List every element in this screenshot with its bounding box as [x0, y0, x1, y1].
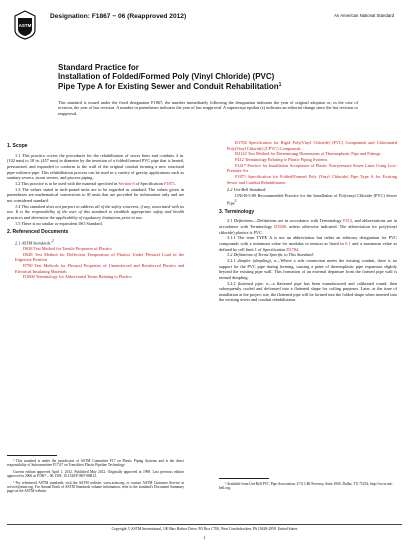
paragraph-1-4: 1.4 This standard does not purport to address all of the safety concerns, if any, associated with its use. It is the responsibility of the user of this standard to establish appropriate safety and health practices and determine the applicability of regulatory limitations prior to use.: [7, 203, 184, 220]
page-number: 1: [203, 535, 206, 540]
document-title: [58, 64, 358, 92]
reference-code-link[interactable]: D790: [23, 262, 33, 268]
bottom-rule: [7, 524, 402, 525]
subsection-unibell: 2.2 Uni-Bell Standard:: [227, 187, 267, 193]
right-column: [219, 140, 397, 303]
paragraph-1-1: 1.1 This practice covers the procedures for the rehabilitation of sewer lines and conduits 4 in. (102 mm) to 18 in. (457 mm) in diameter by the insertion of a folded/formed PVC pipe that is heated, pressurized, and expanded to conform to the wall of the original conduit forming a new structural pipe-within-a-pipe. This rehabilitation process can be used in a variety of gravity applications such as sanitary sewers, storm sewers, and process piping.: [7, 152, 184, 181]
svg-text:ASTM: ASTM: [18, 23, 32, 28]
link-f412[interactable]: F412: [343, 218, 353, 224]
reference-title: Test Method for Deflection Temperature of Plastics Under Flexural Load in the Edgewise Position: [15, 251, 184, 263]
issuance-notice: This standard is issued under the fixed designation F1867; the number immediately following the designation indicates the year of original adoption or, in the case of revision, the year of last revision. A number in parentheses indicates the year of last reapproval. A superscript epsilon (ε) indicates an editorial change since the last revision or reapproval.: [58, 100, 358, 116]
reference-code-link[interactable]: D1600: [23, 274, 35, 280]
copyright-line: Copyright © ASTM International, 100 Barr Harbor Drive, PO Box C700, West Conshohocken, PA 19428-2959. United States: [111, 527, 298, 531]
reference-item: [7, 252, 184, 263]
reference-item: [7, 263, 184, 274]
reference-code-link[interactable]: F412: [235, 156, 244, 162]
unibell-reference: UNI-B-5-89 Recommended Practice for the Installation of Polyvinyl Chloride (PVC) Sewer Pipe$^3$: [227, 192, 397, 205]
section-heading-terminology: 3. Terminology: [219, 208, 255, 215]
reference-item: [7, 274, 184, 280]
reference-item: [219, 163, 397, 174]
reference-item: [219, 140, 397, 151]
section-heading-referenced: 2. Referenced Documents: [7, 229, 69, 236]
paragraph-3-1: 3.1 Definitions—Definitions are in accordance with Terminology F412, and abbreviations are in accordance with Terminology D1600, unless otherwise indicated. The abbreviation for poly(vinyl chloride) plastics is PVC.: [219, 218, 397, 235]
paragraph-1-5: 1.5 There is no similar or equivalent ISO Standard.: [15, 220, 103, 226]
paragraph-1-3: 1.3 The values stated in inch-pound units are to be regarded as standard. The values given in parentheses are mathematical conversions to SI units that are provided for information only and are not considered standard.: [7, 186, 184, 203]
footnote-3: ³ Available from Uni-Bell PVC Pipe Association, 2711 LBJ Freeway, Suite 1000, Dallas, TX 75234, http://www.uni-bell.org.: [219, 482, 393, 491]
subsection-astm-standards: 2.1 ASTM Standards:$^2$: [15, 238, 54, 246]
paragraph-1-2: 1.2 This practice is to be used with the material specified in Section 6 of Specification F1871.: [15, 180, 177, 186]
astm-logo-icon: [14, 10, 36, 40]
footnote-rule: [7, 455, 57, 456]
paragraph-3-2-2: 3.2.2 flattened pipe, n—a flattened pipe has been manufactured and calibrated round, then subsequently cooled and deformed into a flattened shape for coiling purposes. Later, at the time of installation at the project site, the flattened pipe will be formed into the folded shape when inserted into the existing sewer and conduit rehabilitation.: [219, 280, 397, 303]
footnotes-left: [7, 455, 184, 496]
reference-item: [219, 174, 397, 185]
astm-reference-list-continued: [219, 140, 397, 185]
link-section-6[interactable]: Section 6: [118, 180, 135, 186]
reference-title: Practice for Installation Acceptance of Plastic Non-pressure Sewer Lines Using Low-Pressure Air: [227, 162, 397, 174]
reference-code-link[interactable]: D2122: [235, 151, 247, 157]
reference-title: Terminology Relating to Plastic Piping Systems: [243, 156, 328, 162]
reference-title: Specification for Folded/Formed Poly (Vinyl Chloride) Pipe Type A for Existing Sewer and Conduit Rehabilitation: [227, 173, 397, 185]
reference-title: Test Method for Determining Dimensions of Thermoplastic Pipe and Fittings: [246, 151, 381, 157]
link-d1600[interactable]: D1600: [274, 223, 286, 229]
link-d1784[interactable]: D1784: [286, 246, 299, 252]
reference-code-link[interactable]: F1871: [235, 173, 246, 179]
left-column: [7, 140, 184, 280]
reference-title: Test Method for Tensile Properties of Plastics: [32, 245, 112, 251]
american-national-standard: An American National Standard: [334, 13, 394, 18]
reference-title: Terminology for Abbreviated Terms Relating to Plastics: [34, 274, 132, 280]
reference-code-link[interactable]: D648: [23, 251, 33, 257]
astm-reference-list: [7, 246, 184, 280]
paragraph-3-2-1: 3.2.1 dimpler (dimpling), n—Where a side connection meets the existing conduit, there is no support for the PVC pipe during forming, causing a point of thermoplastic pipe expansion slightly beyond the existing pipe wall. This formation of an external departure from the formed pipe wall is termed dimpling.: [219, 257, 398, 280]
footnote-rule: [219, 478, 269, 479]
link-6-1[interactable]: 6.1: [345, 240, 351, 246]
footnote-1: ¹ This standard is under the jurisdiction of ASTM Committee F17 on Plastic Piping Systems and is the direct responsibility of Subcommittee F17.67 on Trenchless Plastic Pipeline Technology.: [7, 459, 184, 468]
footnote-2: ² For referenced ASTM standards, visit the ASTM website, www.astm.org, or contact ASTM Customer Service at service@astm.org. For Annual Book of ASTM Standards volume information, refer to the standard's Document Summary page on the ASTM website.: [7, 480, 184, 494]
paragraph-3-1-1: 3.1.1 The term TYPE A is not an abbreviation but rather an arbitrary designation for PVC compounds with a minimum value for modulus in tension as listed in 6.1 and a maximum value as defined by cell limit 1 of Specification D1784.: [219, 235, 397, 252]
reference-title: Specification for Rigid Poly(Vinyl Chloride) (PVC) Compounds and Chlorinated Poly(Vinyl Chloride) (CPVC) Compounds: [227, 140, 397, 151]
footnote-1-current-edition: Current edition approved April 1, 2012. Published May 2012. Originally approved in 1998. Last previous edition approved in 2006 as F1867 – 06. DOI: 10.1520/F1867-06R12.: [7, 469, 184, 479]
title-line-2: Installation of Folded/Formed Poly (Vinyl Chloride) (PVC): [58, 71, 275, 81]
section-heading-scope: 1. Scope: [7, 143, 28, 149]
reference-code-link[interactable]: F1417: [235, 162, 246, 168]
designation: Designation: F1867 − 06 (Reapproved 2012): [50, 13, 187, 20]
paragraph-3-2: 3.2 Definitions of Terms Specific to This Standard:: [227, 252, 315, 258]
reference-title: Test Methods for Flexural Properties of Unreinforced and Reinforced Plastics and Electrical Insulating Materials: [15, 262, 184, 274]
link-f1871[interactable]: F1871: [163, 180, 175, 186]
reference-code-link[interactable]: D638: [23, 245, 33, 251]
title-line-1: Standard Practice for: [58, 63, 139, 72]
footnotes-right: [219, 478, 397, 491]
title-footnote-mark: 1: [278, 82, 282, 89]
reference-code-link[interactable]: D1784: [235, 140, 247, 145]
title-line-3: Pipe Type A for Existing Sewer and Conduit Rehabilitation$^1$: [58, 82, 282, 92]
